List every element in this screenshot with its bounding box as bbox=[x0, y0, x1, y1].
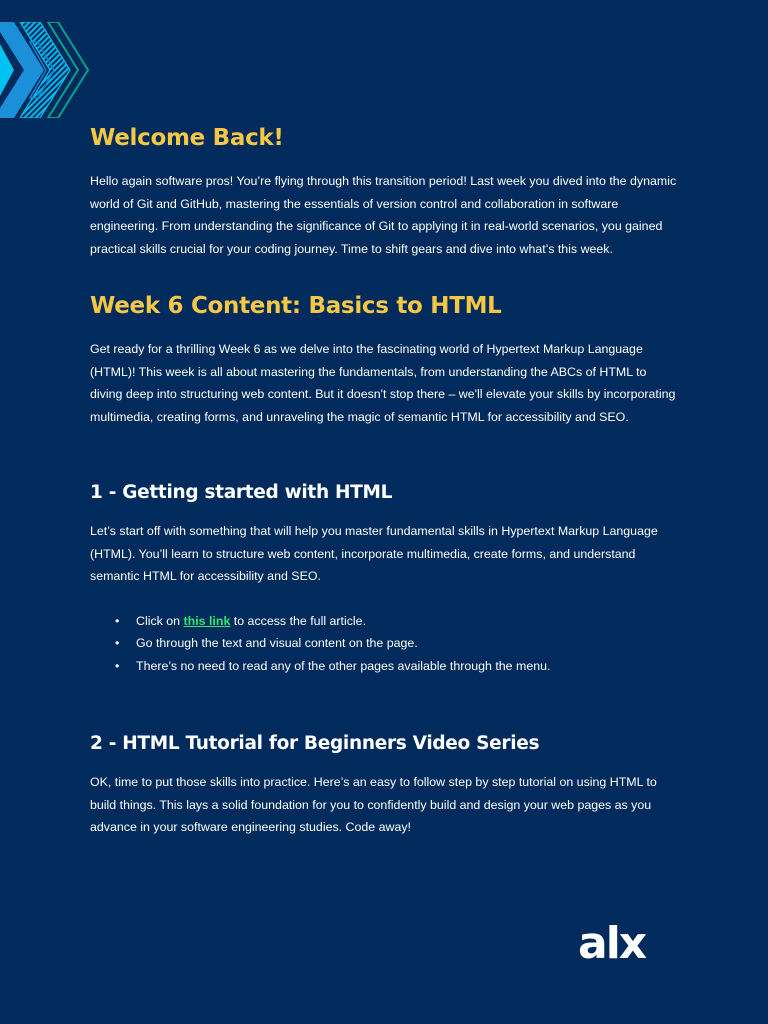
section2-paragraph: OK, time to put those skills into practice. Here’s an easy to follow step by step tutorial on using HTML to build things. This lays a solid foundation for you to confidently build and design your web pages as you advance in your software engineering studies. Code away! bbox=[90, 775, 657, 834]
welcome-paragraph: Hello again software pros! You’re flying through this transition period! Last week you dived into the dynamic world of Git and GitHub, mastering the essentials of version control and collaboration in software engineering. From understanding the significance of Git to applying it in real-world scenarios, you gained practical skills crucial for your coding journey. Time to shift gears and dive into what’s this week. bbox=[90, 174, 677, 256]
welcome-heading: Welcome Back! bbox=[90, 125, 284, 151]
week-paragraph: Get ready for a thrilling Week 6 as we delve into the fascinating world of Hypertext Markup Language (HTML)! This week is all about mastering the fundamentals, from understanding the ABCs of HTML to diving deep into structuring web content. But it doesn't stop there – we'll elevate your skills by incorporating multimedia, creating forms, and unraveling the magic of semantic HTML for accessibility and SEO. bbox=[90, 342, 676, 424]
this-link[interactable]: this link bbox=[183, 613, 231, 628]
section1-bullet-list bbox=[90, 610, 680, 678]
section1-paragraph: Let’s start off with something that will help you master fundamental skills in Hypertext Markup Language (HTML). You’ll learn to structure web content, incorporate multimedia, create forms, and understand semantic HTML for accessibility and SEO. bbox=[90, 524, 658, 583]
article-content bbox=[90, 122, 680, 839]
alx-logo: alx bbox=[578, 918, 646, 969]
section1-heading: 1 - Getting started with HTML bbox=[90, 482, 393, 503]
section2-heading: 2 - HTML Tutorial for Beginners Video Series bbox=[90, 733, 540, 754]
list-item: • There’s no need to read any of the other pages available through the menu. bbox=[136, 655, 680, 678]
list-item: • Go through the text and visual content on the page. bbox=[136, 632, 680, 655]
bullet-prefix: Click on bbox=[136, 613, 184, 628]
week-heading: Week 6 Content: Basics to HTML bbox=[90, 293, 502, 319]
bullet-suffix: to access the full article. bbox=[230, 613, 367, 628]
list-item bbox=[136, 610, 680, 633]
chevron-pattern-icon bbox=[0, 22, 92, 118]
